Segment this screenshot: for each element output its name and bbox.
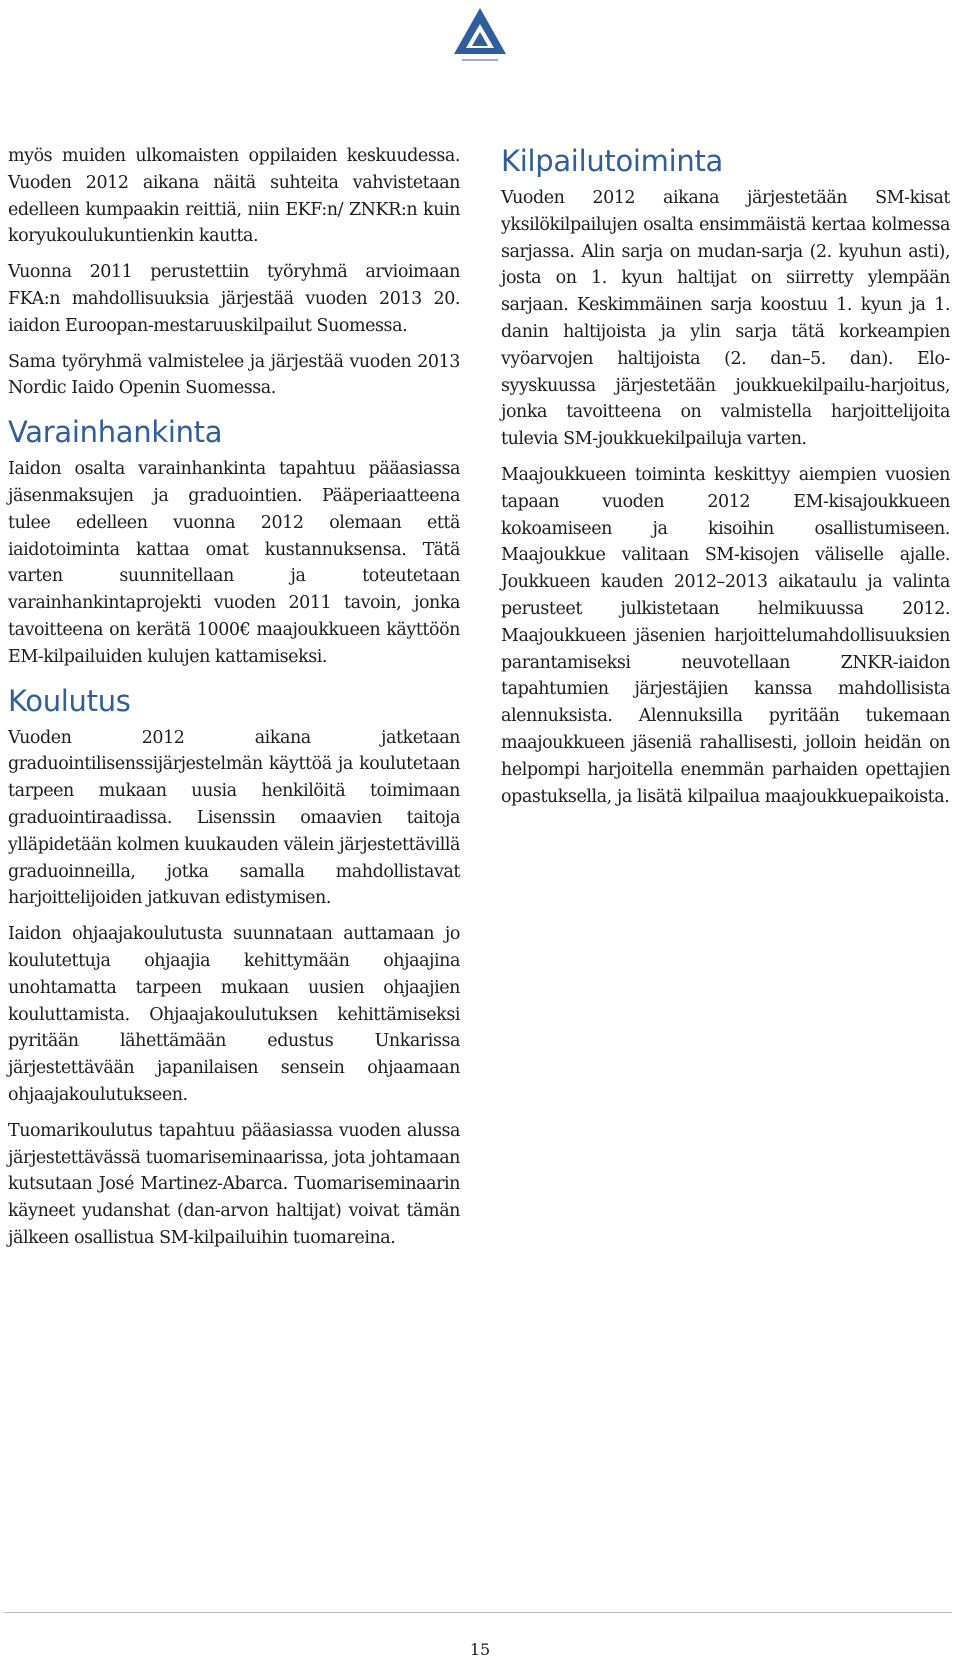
paragraph: Tuomarikoulutus tapahtuu pääasiassa vuoden alussa järjestettävässä tuomariseminaarissa, jota johtamaan kutsutaan José Martinez-Abarca. Tuomariseminaarin käyneet yudanshat (dan-arvon haltijat) voivat tämän jälkeen osallistua SM-kilpailuihin tuomareina.	[8, 1120, 460, 1248]
section-heading-varainhankinta: Varainhankinta	[8, 415, 223, 450]
organization-logo-icon	[448, 4, 512, 68]
page-number: 15	[469, 1640, 491, 1659]
right-column	[501, 143, 950, 819]
paragraph: Sama työryhmä valmistelee ja järjestää vuoden 2013 Nordic Iaido Openin Suomessa.	[8, 351, 460, 399]
paragraph: Vuoden 2012 aikana jatketaan graduointilisenssijärjestelmän käyttöä ja koulutetaan tarpeen mukaan uusia henkilöitä toimimaan graduointiraadissa. Lisenssin omaavien taitoja ylläpidetään kolmen kuukauden välein järjestettävillä graduoinneilla, jotka samalla mahdollistavat harjoittelijoiden jatkuvan edistymisen.	[8, 727, 460, 909]
paragraph: Vuoden 2012 aikana järjestetään SM-kisat yksilökilpailujen osalta ensimmäistä kertaa kolmessa sarjassa. Alin sarja on mudan-sarja (2. kyuhun asti), josta on 1. kyun haltijat on siirretty ylempään sarjaan. Keskimmäinen sarja koostuu 1. kyun ja 1. danin haltijoista ja ylin sarja tätä korkeampien vyöarvojen haltijoista (2. dan–5. dan). Elo-syyskuussa järjestetään joukkuekilpailu-harjoitus, jonka tavoitteena on valmistella harjoittelijoita tulevia SM-joukkuekilpailuja varten.	[501, 188, 950, 450]
section-heading-kilpailutoiminta: Kilpailutoiminta	[501, 144, 724, 178]
paragraph: Iaidon ohjaajakoulutusta suunnataan auttamaan jo koulutettuja ohjaajia kehittymään ohjaajina unohtamatta tarpeen mukaan uusien ohjaajien kouluttamista. Ohjaajakoulutuksen kehittämiseksi pyritään lähettämään edustus Unkarissa järjestettävään japanilaisen sensein ohjaamaan ohjaajakoulutukseen.	[8, 924, 460, 1105]
section-heading-koulutus: Koulutus	[8, 683, 131, 718]
paragraph: Iaidon osalta varainhankinta tapahtuu pääasiassa jäsenmaksujen ja graduointien. Pääperiaatteena tulee edelleen vuonna 2012 olemaan että iaidotoiminta kattaa omat kustannuksensa. Tätä varten suunnitellaan ja toteutetaan varainhankintaprojekti vuoden 2011 tavoin, jonka tavoitteena on kerätä 1000€ maajoukkueen käyttöön EM-kilpailuiden kulujen kattamiseksi.	[8, 459, 460, 667]
left-column	[8, 143, 460, 1261]
paragraph: Maajoukkueen toiminta keskittyy aiempien vuosien tapaan vuoden 2012 EM-kisajoukkueen kokoamiseen ja kisoihin osallistumiseen. Maajoukkue valitaan SM-kisojen väliselle ajalle. Joukkueen kauden 2012–2013 aikataulu ja valinta perusteet julkistetaan helmikuussa 2012. Maajoukkueen jäsenien harjoittelumahdollisuuksien parantamiseksi neuvotellaan ZNKR-iaidon tapahtumien järjestäjien kanssa mahdollisista alennuksista. Alennuksilla pyritään tukemaan maajoukkueen jäseniä rahallisesti, jolloin heidän on helpompi harjoitella enemmän parhaiden opettajien opastuksella, ja lisätä kilpailua maajoukkuepaikoista.	[501, 464, 950, 807]
paragraph: Vuonna 2011 perustettiin työryhmä arvioimaan FKA:n mahdollisuuksia järjestää vuoden 2013 20. iaidon Euroopan-mestaruuskilpailut Suomessa.	[8, 262, 460, 336]
paragraph: myös muiden ulkomaisten oppilaiden keskuudessa. Vuoden 2012 aikana näitä suhteita vahvistetaan edelleen kumpaakin reittiä, niin EKF:n/ ZNKR:n kuin koryukoulukuntienkin kautta.	[8, 146, 460, 247]
footer-divider	[4, 1612, 952, 1613]
